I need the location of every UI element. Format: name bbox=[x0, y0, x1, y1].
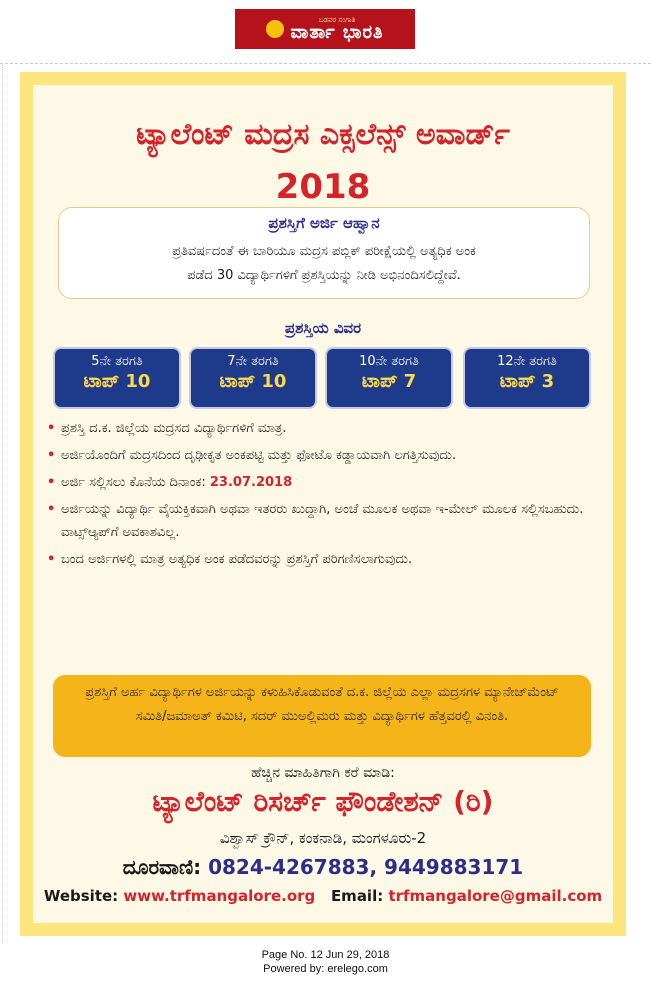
header-divider bbox=[0, 63, 651, 64]
masthead-name: ವಾರ್ತಾ ಭಾರತಿ bbox=[290, 21, 384, 43]
ad-title: ಟ್ಯಾಲೆಂಟ್ ಮದ್ರಸ ಎಕ್ಸಲೆನ್ಸ್ ಅವಾರ್ಡ್ bbox=[136, 117, 510, 152]
organization-address: ವಿಶ್ವಾಸ್ ಕ್ರೌನ್, ಕಂಕನಾಡಿ, ಮಂಗಳೂರು-2 bbox=[219, 829, 427, 847]
grade-card-10 bbox=[325, 347, 453, 409]
rule-text bbox=[61, 471, 292, 494]
appeal-box bbox=[53, 675, 591, 757]
grade-card-5 bbox=[53, 347, 181, 409]
organization-name: ಟ್ಯಾಲೆಂಟ್ ರಿಸರ್ಚ್ ಫೌಂಡೇಶನ್ (ರಿ) bbox=[152, 785, 494, 818]
phone-numbers: 0824-4267883, 9449883171 bbox=[208, 855, 524, 879]
grade-top-count: ಟಾಪ್ 3 bbox=[499, 371, 555, 392]
list-item bbox=[47, 444, 597, 467]
appeal-text: ಪ್ರಶಸ್ತಿಗೆ ಅರ್ಹ ವಿದ್ಯಾರ್ಥಿಗಳ ಅರ್ಜಿಯನ್ನು ಕಳುಹಿಸಿಕೊಡುವಂತೆ ದ.ಕ. ಜಿಲ್ಲೆಯ ಎಲ್ಲಾ ಮದ್ರಸಗಳ ಮ್ಯಾನೇಜ್‌ಮೆಂಟ್ ಸಮಿತಿ/ಜಮಾಅತ್ ಕಮಿಟಿ, ಸದರ್ ಮುಅಲ್ಲಿಮರು ಮತ್ತು ವಿದ್ಯಾರ್ಥಿಗಳ ಹೆತ್ತವರಲ್ಲಿ ವಿನಂತಿ. bbox=[85, 685, 559, 724]
website-label: Website: bbox=[43, 887, 119, 905]
contact-label: ಹೆಚ್ಚಿನ ಮಾಹಿತಿಗಾಗಿ ಕರೆ ಮಾಡಿ: bbox=[251, 765, 395, 781]
column-divider bbox=[2, 64, 3, 944]
bullet-icon: • bbox=[47, 421, 56, 436]
deadline-date: 23.07.2018 bbox=[209, 475, 293, 490]
phone-line bbox=[33, 855, 613, 879]
grade-top-count: ಟಾಪ್ 10 bbox=[83, 371, 151, 392]
award-details-title: ಪ್ರಶಸ್ತಿಯ ವಿವರ bbox=[284, 319, 362, 337]
grade-name: 5ನೇ ತರಗತಿ bbox=[91, 354, 143, 369]
list-item bbox=[47, 417, 597, 440]
list-item bbox=[47, 498, 597, 544]
grade-top-count: ಟಾಪ್ 10 bbox=[219, 371, 287, 392]
email-label: Email: bbox=[330, 887, 384, 905]
ad-year: 2018 bbox=[275, 167, 371, 207]
call-body bbox=[73, 240, 575, 288]
grade-name: 10ನೇ ತರಗತಿ bbox=[359, 354, 419, 369]
application-call-box bbox=[58, 207, 590, 299]
bullet-icon: • bbox=[47, 552, 56, 567]
page-info: Page No. 12 Jun 29, 2018 bbox=[261, 949, 390, 961]
rule-text: ಅರ್ಜಿಯೊಂದಿಗೆ ಮದ್ರಸದಿಂದ ದೃಢೀಕೃತ ಅಂಕಪಟ್ಟಿ ಮತ್ತು ಫೋಟೊ ಕಡ್ಡಾಯವಾಗಿ ಲಗತ್ತಿಸುವುದು. bbox=[61, 448, 457, 463]
advertisement bbox=[20, 72, 626, 936]
website-link[interactable]: www.trfmangalore.org bbox=[123, 887, 316, 905]
bullet-icon: • bbox=[47, 448, 56, 463]
powered-by: Powered by: erelego.com bbox=[263, 963, 388, 975]
page-footer bbox=[0, 948, 651, 976]
call-line-2: ಪಡೆದ 30 ವಿದ್ಯಾರ್ಥಿಗಳಿಗೆ ಪ್ರಶಸ್ತಿಯನ್ನು ನೀಡಿ ಅಭಿನಂದಿಸಲಿದ್ದೇವೆ. bbox=[187, 268, 461, 283]
grade-name: 7ನೇ ತರಗತಿ bbox=[227, 354, 279, 369]
rule-text: ಪ್ರಶಸ್ತಿ ದ.ಕ. ಜಿಲ್ಲೆಯ ಮದ್ರಸದ ವಿದ್ಯಾರ್ಥಿಗಳಿಗೆ ಮಾತ್ರ. bbox=[61, 421, 287, 436]
list-item bbox=[47, 548, 597, 571]
call-title: ಪ್ರಶಸ್ತಿಗೆ ಅರ್ಜಿ ಆಹ್ವಾನ bbox=[268, 214, 380, 232]
deadline-label: ಅರ್ಜಿ ಸಲ್ಲಿಸಲು ಕೊನೆಯ ದಿನಾಂಕ: bbox=[61, 475, 206, 490]
newspaper-logo-icon bbox=[266, 20, 284, 38]
masthead-tagline: ಬಡವರ ಸಂಗಾತಿ bbox=[318, 15, 356, 24]
grade-top-count: ಟಾಪ್ 7 bbox=[361, 371, 417, 392]
grade-card-12 bbox=[463, 347, 591, 409]
ad-panel bbox=[33, 85, 613, 923]
grade-card-7 bbox=[189, 347, 317, 409]
bullet-icon: • bbox=[47, 475, 56, 490]
bullet-icon: • bbox=[47, 502, 56, 517]
list-item bbox=[47, 471, 597, 494]
call-line-1: ಪ್ರತಿವರ್ಷದಂತೆ ಈ ಬಾರಿಯೂ ಮದ್ರಸ ಪಬ್ಲಿಕ್ ಪರೀಕ್ಷೆಯಲ್ಲಿ ಅತ್ಯಧಿಕ ಅಂಕ bbox=[172, 244, 476, 259]
masthead-text bbox=[290, 17, 383, 42]
rule-text: ಬಂದ ಅರ್ಜಿಗಳಲ್ಲಿ ಮಾತ್ರ ಅತ್ಯಧಿಕ ಅಂಕ ಪಡೆದವರನ್ನು ಪ್ರಶಸ್ತಿಗೆ ಪರಿಗಣಿಸಲಾಗುವುದು. bbox=[61, 552, 413, 567]
email-link[interactable]: trfmangalore@gmail.com bbox=[388, 887, 603, 905]
phone-label: ದೂರವಾಣಿ: bbox=[122, 855, 202, 879]
newspaper-masthead[interactable] bbox=[235, 9, 415, 49]
rule-text: ಅರ್ಜಿಯನ್ನು ವಿದ್ಯಾರ್ಥಿ ವೈಯಕ್ತಿಕವಾಗಿ ಅಥವಾ ಇತರರು ಖುದ್ದಾಗಿ, ಅಂಚೆ ಮೂಲಕ ಅಥವಾ ಇ-ಮೇಲ್ ಮೂಲಕ ಸಲ್ಲಿಸಬಹುದು. ವಾಟ್ಸ್ಆ್ಯಪ್‌ಗೆ ಅವಕಾಶವಿಲ್ಲ. bbox=[61, 502, 584, 540]
grade-name: 12ನೇ ತರಗತಿ bbox=[497, 354, 557, 369]
rules-list bbox=[47, 417, 597, 575]
web-line bbox=[33, 887, 613, 905]
